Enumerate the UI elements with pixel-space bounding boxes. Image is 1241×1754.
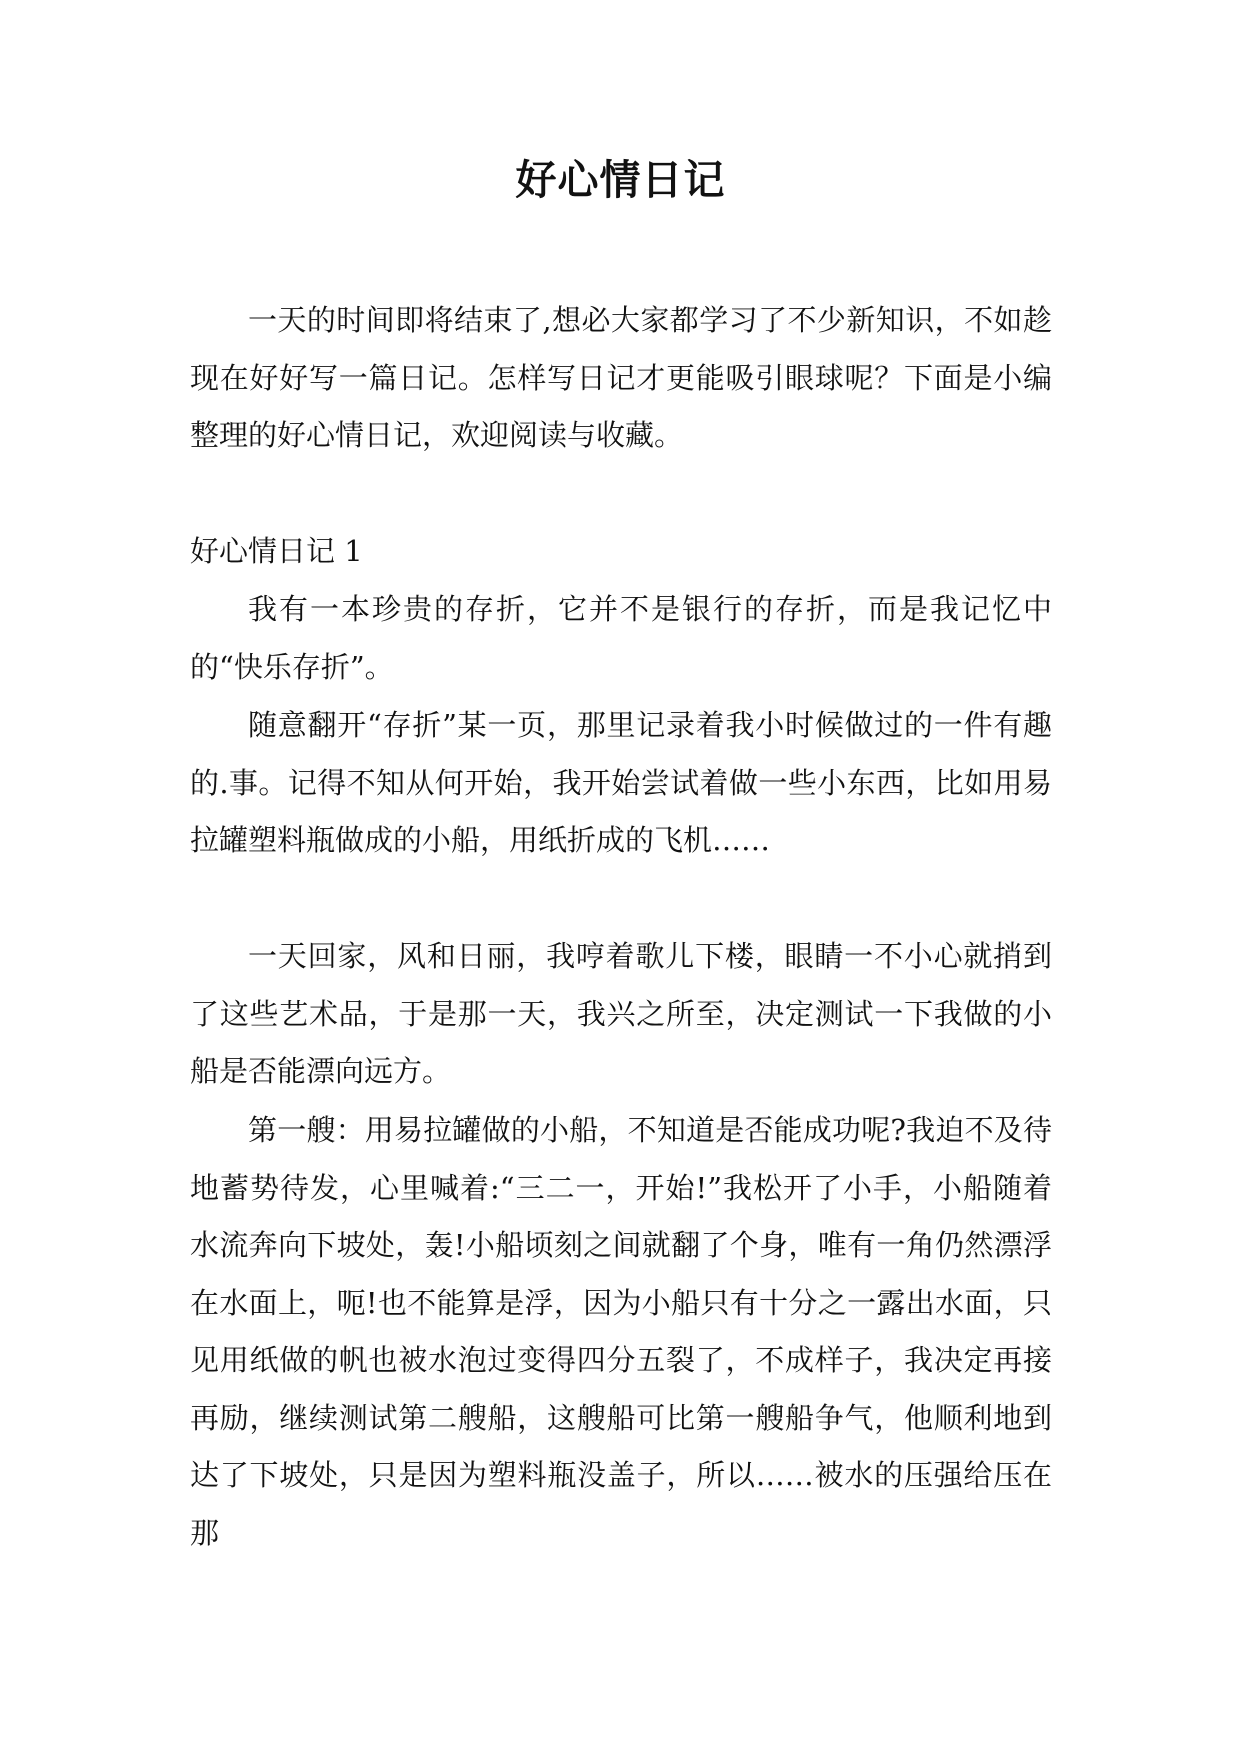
- body-paragraph: 一天回家，风和日丽，我哼着歌儿下楼，眼睛一不小心就捎到了这些艺术品，于是那一天，我兴之所至，决定测试一下我做的小船是否能漂向远方。: [190, 939, 1052, 1088]
- section-heading: 好心情日记 1: [190, 534, 363, 568]
- page-title: 好心情日记: [515, 156, 726, 204]
- body-paragraph: 第一艘：用易拉罐做的小船，不知道是否能成功呢?我迫不及待地蓄势待发，心里喊着:“三二一，开始!”我松开了小手，小船随着水流奔向下坡处，轰!小船顷刻之间就翻了个身，唯有一角仍然漂浮在水面上，呃!也不能算是浮，因为小船只有十分之一露出水面，只见用纸做的帆也被水泡过变得四分五裂了，不成样子，我决定再接再励，继续测试第二艘船，这艘船可比第一艘船争气，他顺利地到达了下坡处，只是因为塑料瓶没盖子，所以……被水的压强给压在那: [190, 1113, 1052, 1550]
- body-paragraph: 随意翻开“存折”某一页，那里记录着我小时候做过的一件有趣的.事。记得不知从何开始，我开始尝试着做一些小东西，比如用易拉罐塑料瓶做成的小船，用纸折成的飞机……: [190, 708, 1052, 857]
- intro-paragraph: 一天的时间即将结束了,想必大家都学习了不少新知识，不如趁现在好好写一篇日记。怎样写日记才更能吸引眼球呢？下面是小编整理的好心情日记，欢迎阅读与收藏。: [190, 303, 1052, 452]
- body-paragraph: 我有一本珍贵的存折，它并不是银行的存折，而是我记忆中的“快乐存折”。: [190, 592, 1052, 684]
